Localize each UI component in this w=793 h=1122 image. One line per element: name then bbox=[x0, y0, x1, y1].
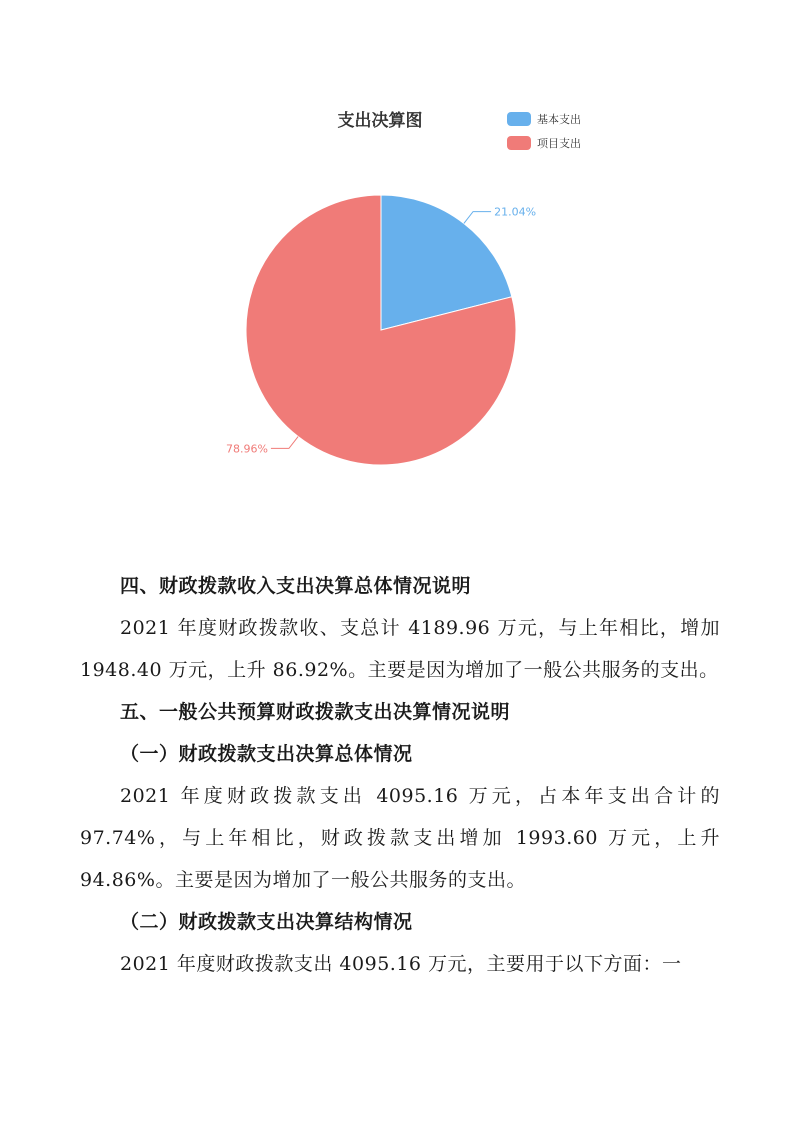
pie-label-project: 78.96% bbox=[225, 442, 268, 456]
pie-leader-line bbox=[271, 437, 298, 449]
chart-title: 支出决算图 bbox=[337, 111, 423, 131]
legend-label-project: 项目支出 bbox=[537, 137, 581, 150]
paragraph-4: 2021 年度财政拨款收、支总计 4189.96 万元，与上年相比，增加 1948.40 万元，上升 86.92%。主要是因为增加了一般公共服务的支出。 bbox=[80, 617, 720, 681]
subsection-heading-1: （一）财政拨款支出决算总体情况 bbox=[120, 743, 413, 765]
document-body bbox=[80, 565, 720, 985]
paragraph-5-2: 2021 年度财政拨款支出 4095.16 万元，主要用于以下方面：一 bbox=[120, 953, 682, 975]
paragraph-5-1: 2021 年度财政拨款支出 4095.16 万元，占本年支出合计的 97.74%，与上年相比，财政拨款支出增加 1993.60 万元，上升 94.86%。主要是因为增加了一般公共服务的支出。 bbox=[80, 785, 720, 891]
section-heading-4: 四、财政拨款收入支出决算总体情况说明 bbox=[120, 575, 472, 597]
subsection-heading-2: （二）财政拨款支出决算结构情况 bbox=[120, 911, 413, 933]
legend-label-basic: 基本支出 bbox=[537, 113, 581, 126]
section-heading-5: 五、一般公共预算财政拨款支出决算情况说明 bbox=[120, 701, 511, 723]
pie-chart bbox=[0, 0, 793, 520]
pie-leader-line bbox=[464, 212, 491, 224]
pie-label-basic: 21.04% bbox=[494, 205, 537, 219]
